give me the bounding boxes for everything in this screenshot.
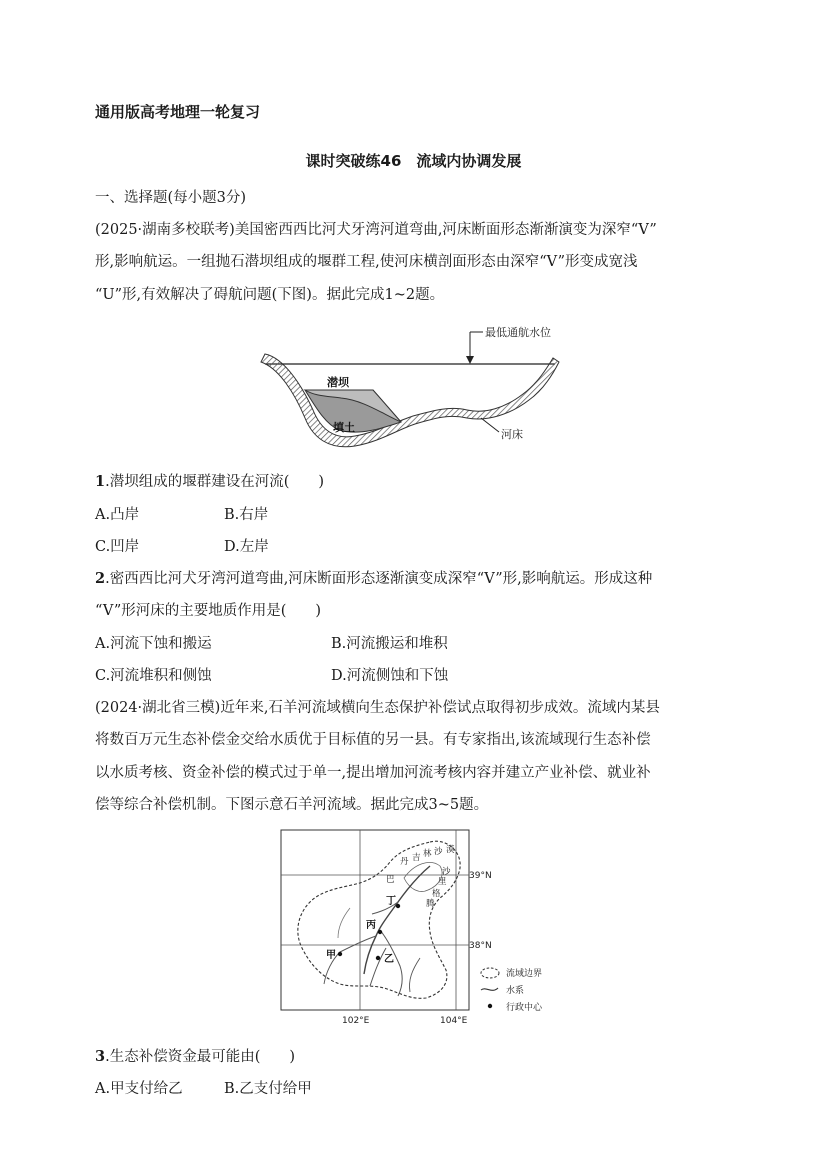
desert-b-char4: 林 [423, 849, 432, 859]
center-yi [376, 956, 380, 960]
center-ding [396, 904, 400, 908]
question-3-number: 3 [95, 1048, 106, 1065]
q3-option-a[interactable]: A.甲支付给乙 [95, 1081, 183, 1097]
question-1 [95, 470, 324, 491]
intro2-line-1: (2024·湖北省三模)近年来,石羊河流域横向生态保护补偿试点取得初步成效。流域内某县 [95, 700, 660, 716]
page-title: 课时突破练46 流域内协调发展 [305, 152, 522, 170]
center-bing [378, 930, 382, 934]
section-heading: 一、选择题(每小题3分) [95, 190, 247, 206]
lon-label-102: 102°E [342, 1016, 370, 1026]
q1-option-b[interactable]: B.右岸 [224, 507, 269, 523]
desert-t-char1: 腾 [426, 899, 435, 909]
legend-boundary-label: 流域边界 [506, 969, 543, 979]
legend-river-icon [481, 988, 498, 990]
question-1-number: 1 [95, 473, 106, 490]
question-2 [95, 567, 652, 588]
desert-t-char2: 格 [432, 889, 441, 899]
water-level-arrowhead [466, 356, 474, 364]
desert-b-char1: 巴 [386, 875, 395, 885]
riverbed-cross-section-figure [255, 318, 575, 453]
lat-label-39: 39°N [469, 871, 492, 881]
q3-option-b[interactable]: B.乙支付给甲 [224, 1081, 312, 1097]
question-1-text: .潜坝组成的堰群建设在河流( ) [105, 474, 325, 490]
intro1-line-3: “U”形,有效解决了碍航问题(下图)。据此完成1~2题。 [95, 287, 445, 303]
q1-option-c[interactable]: C.凹岸 [95, 539, 140, 555]
legend-center-label: 行政中心 [506, 1003, 543, 1013]
q2-option-d[interactable]: D.河流侧蚀和下蚀 [331, 668, 449, 684]
intro2-line-2: 将数百万元生态补偿金交给水质优于目标值的另一县。有专家指出,该流域现行生态补偿 [95, 732, 651, 748]
question-3-text: .生态补偿资金最可能由( ) [105, 1049, 296, 1065]
desert-t-char4: 沙 [442, 867, 451, 877]
intro1-line-2: 形,影响航运。一组抛石潜坝组成的堰群工程,使河床横剖面形态由深窄“V”形变成宽浅 [95, 254, 638, 270]
legend-river-label: 水系 [506, 986, 525, 996]
desert-t-char3: 里 [438, 877, 447, 887]
question-2-line-2: “V”形河床的主要地质作用是( ) [95, 603, 322, 619]
desert-b-char5: 沙 [434, 847, 443, 857]
fill-label: 填土 [333, 421, 355, 434]
q2-option-a[interactable]: A.河流下蚀和搬运 [95, 636, 212, 652]
basin-boundary [298, 841, 460, 998]
tributary-southeast [409, 958, 420, 992]
place-jia-label: 甲 [326, 950, 336, 961]
desert-b-char2: 丹 [400, 857, 409, 867]
question-2-line-1: .密西西比河犬牙湾河道弯曲,河床断面形态逐渐演变成深窄“V”形,影响航运。形成这种 [105, 571, 653, 587]
q2-option-c[interactable]: C.河流堆积和侧蚀 [95, 668, 212, 684]
question-2-number: 2 [95, 570, 106, 587]
dam-label: 潜坝 [327, 376, 349, 389]
riverbed-label: 河床 [501, 428, 523, 441]
legend-boundary-icon [481, 968, 499, 978]
lon-label-104: 104°E [440, 1016, 468, 1026]
q2-option-b[interactable]: B.河流搬运和堆积 [331, 636, 448, 652]
place-ding-label: 丁 [386, 896, 396, 907]
place-bing-label: 丙 [366, 920, 376, 931]
desert-b-char3: 吉 [412, 853, 421, 863]
lat-label-38: 38°N [469, 941, 492, 951]
q1-option-d[interactable]: D.左岸 [224, 539, 269, 555]
intro1-line-1: (2025·湖南多校联考)美国密西西比河犬牙湾河道弯曲,河床断面形态渐渐演变为深窄“V” [95, 222, 657, 238]
place-yi-label: 乙 [384, 954, 394, 965]
desert-t-char5: 漠 [446, 845, 455, 855]
intro2-line-4: 偿等综合补偿机制。下图示意石羊河流域。据此完成3~5题。 [95, 797, 489, 813]
shiyang-river-basin-map [280, 828, 560, 1028]
legend-center-icon [488, 1004, 492, 1008]
q1-option-a[interactable]: A.凸岸 [95, 507, 140, 523]
water-level-label: 最低通航水位 [485, 326, 551, 339]
center-jia [338, 952, 342, 956]
intro2-line-3: 以水质考核、资金补偿的模式过于单一,提出增加河流考核内容并建立产业补偿、就业补 [95, 765, 651, 781]
question-3 [95, 1045, 295, 1066]
document-header: 通用版高考地理一轮复习 [95, 103, 261, 121]
